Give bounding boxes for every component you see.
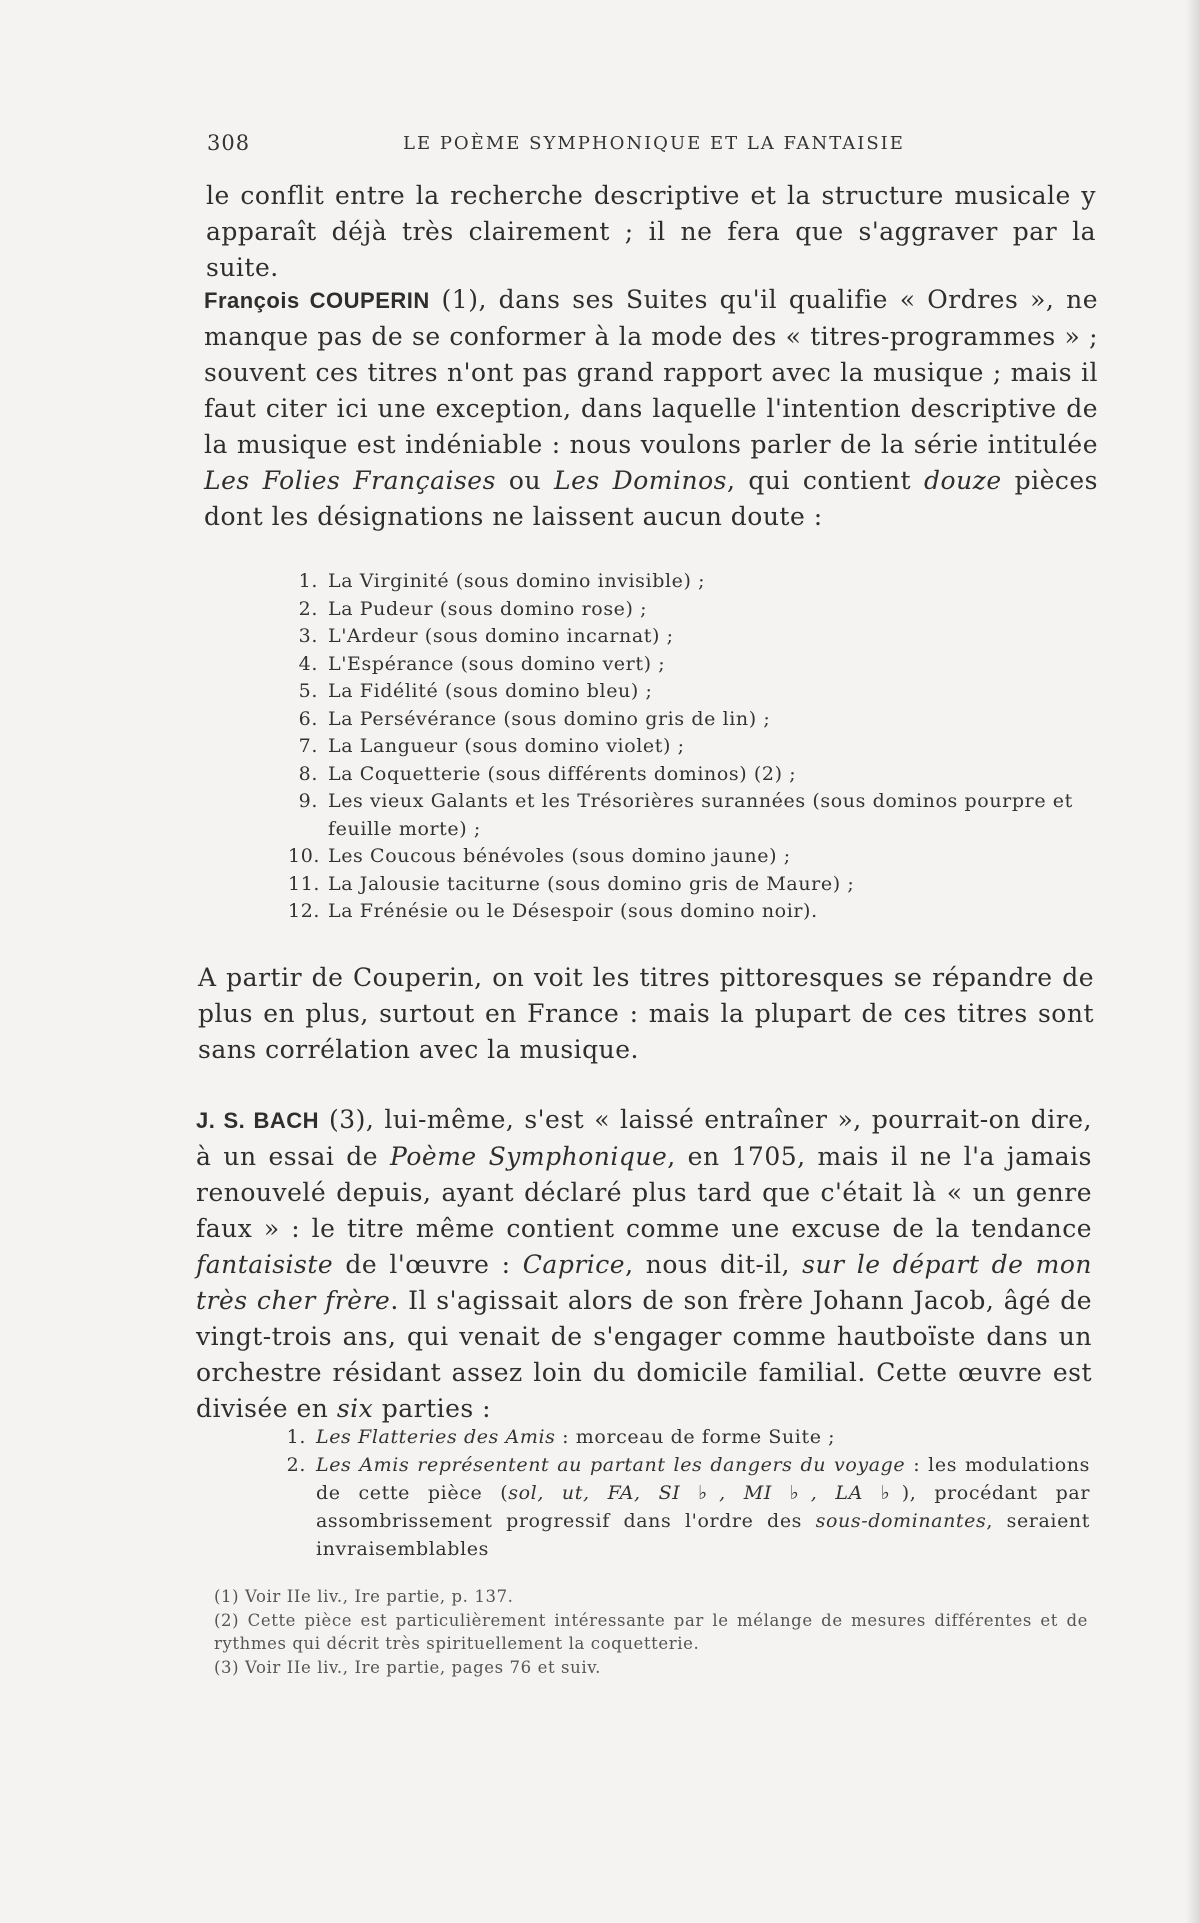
italic-word: douze — [924, 466, 1002, 495]
paragraph-text: , qui contient — [726, 466, 925, 495]
list-text: La Virginité (sous domino invisible) ; — [328, 570, 706, 592]
list-text: La Pudeur (sous domino rose) ; — [328, 597, 648, 620]
footnote-2: (2) Cette pièce est particulièrement intéressante par le mélange de mesures différentes et de rythmes qui décrit très spirituellement la coquetterie. — [214, 1610, 1088, 1653]
list-text: Les Coucous bénévoles (sous domino jaune) ; — [328, 845, 791, 867]
list-text-rest: ), procédant par assombrissement progressif dans l'ordre des — [316, 1482, 1090, 1532]
page-number: 308 — [207, 131, 251, 155]
paragraph-text: . Il s'agissait alors de son frère Johann Jacob, âgé de vingt-trois ans, qui venait de s'engager comme hautboïste dans un orchestre résidant assez loin du domicile familial. Cette œuvre est divisée en — [196, 1286, 1093, 1423]
paragraph-after-couperin: A partir de Couperin, on voit les titres pittoresques se répandre de plus en plus, surtout en France : mais la plupart de ces titres sont sans corrélation avec la musique. — [198, 963, 1094, 1064]
list-number: 10. — [288, 845, 321, 867]
list-item — [288, 623, 1108, 651]
list-item — [288, 788, 1108, 843]
italic-word: fantaisiste — [196, 1250, 334, 1279]
paragraph-text: , en 1705, mais il ne l'a jamais renouvelé depuis, ayant déclaré plus tard que c'était là « un genre faux » : le titre même contient comme une excuse de la tendance — [196, 1142, 1092, 1243]
list-item — [282, 1423, 1090, 1451]
list-number: 5. — [298, 680, 318, 702]
list-text: Les vieux Galants et les Trésorières surannées (sous dominos pourpre et feuille morte) ; — [328, 790, 1073, 840]
list-text: La Fidélité (sous domino bleu) ; — [328, 680, 653, 702]
list-item — [288, 761, 1108, 789]
list-number: 4. — [298, 652, 318, 675]
list-number: 6. — [298, 707, 318, 730]
list-text-rest: : morceau de forme Suite ; — [555, 1426, 836, 1448]
list-item — [288, 596, 1108, 624]
list-item — [288, 568, 1108, 596]
footnotes — [198, 1585, 1088, 1679]
paragraph-text: parties : — [373, 1394, 492, 1423]
italic-title: Les Dominos — [554, 466, 727, 495]
paragraph-text: pièces dont les désignations ne laissent aucun doute : — [204, 466, 1099, 531]
dominos-list — [288, 568, 1108, 926]
paragraph-text: (1), dans ses Suites qu'il qualifie « Ordres », ne manque pas de se conformer à la mode des « titres-programmes » ; souvent ces titres n'ont pas grand rapport avec la musique ; mais il faut citer ici une exception, dans laquelle l'intention descriptive de la musique est indéniable : nous voulons parler de la série intitulée — [204, 285, 1098, 459]
paragraph-text: (3), lui-même, s'est « laissé entraîner », pourrait-on dire, à un essai de — [196, 1105, 1092, 1171]
italic-word: six — [336, 1394, 374, 1423]
paragraph-bach — [196, 1102, 1092, 1427]
paragraph-text: ou — [495, 466, 554, 495]
list-number: 3. — [298, 625, 318, 647]
list-text-rest: : les modulations de cette pièce ( — [316, 1454, 1090, 1504]
italic-title: Caprice — [522, 1250, 626, 1279]
running-title: LE POÈME SYMPHONIQUE ET LA FANTAISIE — [403, 133, 905, 154]
list-item — [288, 651, 1108, 679]
list-item — [288, 843, 1108, 871]
list-text-rest: , seraient invraisemblables — [316, 1510, 1090, 1560]
footnote-1: (1) Voir IIe liv., Ire partie, p. 137. — [214, 1587, 514, 1606]
list-number: 8. — [298, 762, 318, 785]
list-number: 7. — [298, 735, 318, 757]
list-number: 1. — [298, 570, 318, 592]
list-number: 2. — [286, 1454, 306, 1476]
list-text: L'Ardeur (sous domino incarnat) ; — [328, 625, 674, 647]
composer-name-couperin: François COUPERIN — [204, 288, 430, 313]
list-text — [316, 1423, 1090, 1451]
composer-name-bach: J. S. BACH — [196, 1108, 320, 1133]
italic-title: Les Flatteries des Amis — [316, 1426, 556, 1448]
italic-word: sous-dominantes — [815, 1510, 987, 1532]
italic-title: sur le départ de mon très cher frère — [196, 1250, 1092, 1315]
list-text: L'Espérance (sous domino vert) ; — [328, 652, 666, 675]
italic-title: Poème Symphonique — [390, 1142, 668, 1171]
list-item — [288, 733, 1108, 761]
list-text: La Langueur (sous domino violet) ; — [328, 735, 685, 757]
list-item — [282, 1451, 1090, 1563]
list-number: 11. — [288, 872, 321, 895]
list-text — [316, 1451, 1090, 1563]
bach-parts-list — [282, 1423, 1090, 1563]
page-edge-shadow — [1186, 0, 1200, 1923]
list-item — [288, 706, 1108, 734]
paragraph-conflict: le conflit entre la recherche descriptive et la structure musicale y apparaît déjà très clairement ; il ne fera que s'aggraver par la suite. — [206, 181, 1096, 282]
italic-notes: sol, ut, FA, SI ♭, MI ♭, LA ♭ — [508, 1482, 902, 1504]
list-number: 1. — [286, 1426, 306, 1448]
list-number: 12. — [288, 900, 321, 922]
paragraph-text: , nous dit-il, — [625, 1250, 803, 1279]
list-item — [288, 678, 1108, 706]
footnote-3: (3) Voir IIe liv., Ire partie, pages 76 et suiv. — [214, 1657, 602, 1677]
list-text: La Jalousie taciturne (sous domino gris de Maure) ; — [328, 872, 855, 895]
paragraph-couperin — [204, 282, 1098, 535]
italic-title: Les Amis représentent au partant les dangers du voyage — [316, 1454, 906, 1476]
italic-title: Les Folies Françaises — [204, 466, 496, 495]
list-text: La Persévérance (sous domino gris de lin) ; — [328, 707, 771, 730]
paragraph-text: de l'œuvre : — [333, 1250, 523, 1279]
list-number: 9. — [298, 790, 318, 812]
list-number: 2. — [298, 597, 318, 620]
list-text: La Frénésie ou le Désespoir (sous domino noir). — [328, 900, 818, 922]
list-text: La Coquetterie (sous différents dominos) (2) ; — [328, 762, 797, 785]
list-item — [288, 898, 1108, 926]
list-item — [288, 871, 1108, 899]
